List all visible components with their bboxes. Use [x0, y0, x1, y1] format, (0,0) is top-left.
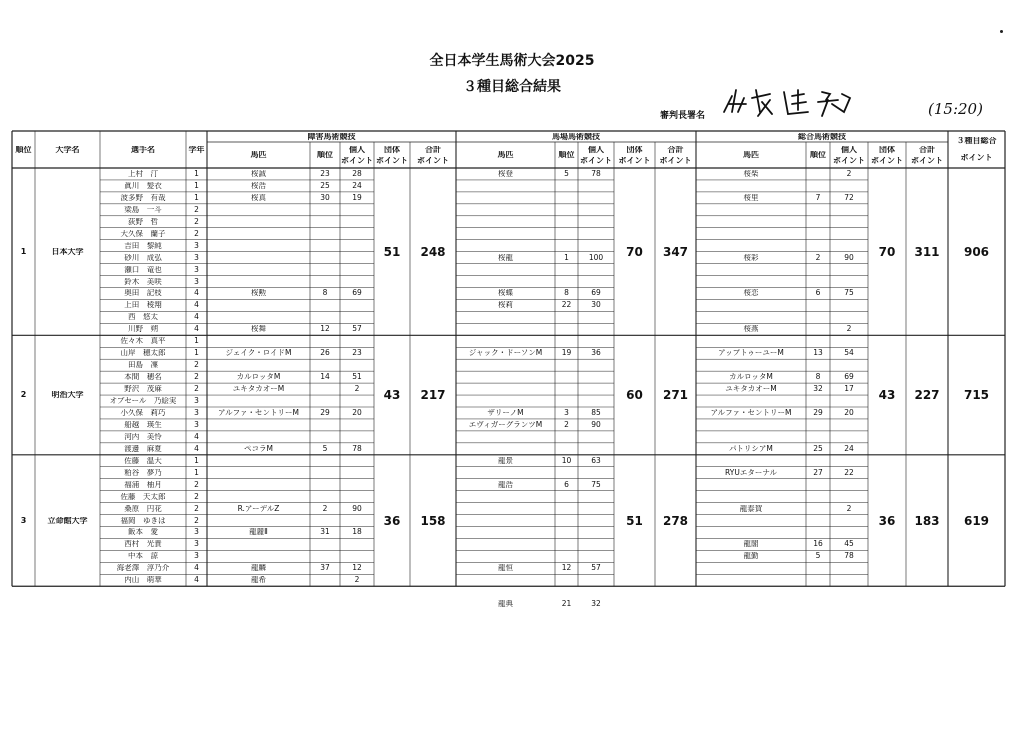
- individual-points: 90: [591, 420, 601, 429]
- header-horse: 馬匹: [497, 151, 514, 159]
- horse-name: ジャック・ドーソンM: [468, 349, 543, 358]
- horse-name: 桜登: [498, 169, 513, 178]
- rider-grade: 3: [194, 552, 199, 561]
- jumping-total-points: 158: [420, 514, 446, 528]
- rider-grade: 4: [194, 432, 199, 441]
- rider-grade: 4: [194, 444, 199, 453]
- rider-name: 上田 稜翔: [124, 301, 162, 310]
- horse-place: 25: [320, 181, 330, 190]
- horse-name: 龍恒: [498, 564, 513, 573]
- horse-place: 12: [561, 564, 572, 573]
- team-university: 立命館大学: [47, 516, 88, 525]
- horse-place: 19: [561, 349, 572, 358]
- dressage-team-points: 60: [626, 389, 643, 403]
- horse-place: 14: [320, 373, 330, 382]
- horse-name: ザリーノM: [487, 408, 524, 417]
- individual-points: 24: [844, 444, 854, 453]
- rider-name: 本間 穂名: [124, 373, 162, 382]
- rider-grade: 1: [194, 169, 199, 178]
- horse-place: 29: [320, 408, 330, 417]
- rider-name: 河内 美怜: [124, 432, 162, 441]
- individual-points: 32: [591, 600, 601, 609]
- rider-name: 福浦 柚月: [124, 480, 162, 489]
- horse-name: 桜舞: [251, 325, 266, 334]
- horse-name: 桜柴: [743, 169, 759, 178]
- horse-place: 16: [813, 540, 823, 549]
- horse-place: 8: [322, 289, 328, 298]
- horse-place: [806, 170, 830, 180]
- rider-name: 奥田 記枝: [124, 289, 162, 298]
- dressage-team-points: 70: [626, 245, 643, 259]
- rider-grade: 3: [194, 241, 199, 250]
- horse-place: 2: [815, 253, 821, 262]
- horse-place: 8: [564, 289, 569, 298]
- individual-points: 72: [844, 193, 854, 202]
- horse-name: 龍典: [498, 600, 513, 609]
- rider-name: 瀬口 竜也: [124, 265, 162, 274]
- rider-name: 飯本 愛: [128, 528, 158, 537]
- header-horse: 馬匹: [250, 151, 267, 159]
- rider-grade: 4: [194, 576, 199, 585]
- horse-place: 5: [815, 552, 821, 561]
- individual-points: 20: [844, 408, 854, 417]
- header-place: 順位: [317, 151, 333, 159]
- individual-points: 51: [352, 373, 362, 382]
- horse-name: R.アーデルZ: [237, 504, 280, 513]
- header-indiv-2: ポイント: [833, 156, 865, 165]
- rider-name: 梁島 一斗: [124, 205, 162, 214]
- header-university: 大学名: [55, 145, 80, 154]
- rider-name: 桑原 円花: [124, 504, 162, 513]
- header-indiv-1: 個人: [588, 145, 604, 154]
- jumping-team-points: 51: [383, 245, 401, 259]
- rider-grade: 3: [194, 540, 199, 549]
- rider-grade: 2: [194, 205, 199, 214]
- eventing-team-points: 36: [878, 514, 896, 528]
- rider-grade: 1: [194, 349, 199, 358]
- rider-name: 鈴木 美咲: [124, 277, 162, 286]
- horse-place: 10: [561, 456, 572, 465]
- rider-name: 佐々木 真平: [120, 337, 166, 346]
- horse-place: 32: [813, 385, 823, 394]
- jumping-total-points: 248: [420, 245, 446, 259]
- header-total-1: 合計: [667, 145, 684, 154]
- header-horse: 馬匹: [743, 151, 759, 159]
- horse-place: 5: [322, 444, 328, 453]
- grand-total-points: 619: [963, 514, 990, 528]
- horse-place: 3: [564, 408, 569, 417]
- horse-place: 25: [813, 444, 823, 453]
- individual-points: 36: [591, 349, 601, 358]
- rider-name: 上村 汀: [128, 169, 158, 178]
- header-team-2: ポイント: [618, 156, 651, 165]
- individual-points: 90: [844, 253, 854, 262]
- horse-name: 桜誠: [251, 169, 266, 178]
- horse-name: ジェイク・ロイドM: [225, 349, 292, 358]
- rider-grade: 1: [194, 456, 199, 465]
- horse-place: 12: [320, 325, 330, 334]
- rider-grade: 4: [194, 289, 199, 298]
- rider-grade: 3: [194, 528, 199, 537]
- horse-name: ユキタカオーM: [232, 385, 285, 394]
- horse-place: 26: [320, 349, 330, 358]
- header-team-1: 団体: [626, 145, 643, 154]
- horse-place: 1: [564, 253, 569, 262]
- horse-name: 龍閣: [743, 540, 759, 549]
- dressage-team-points: 51: [626, 514, 643, 528]
- rider-grade: 4: [194, 301, 199, 310]
- rider-grade: 2: [194, 480, 199, 489]
- rider-grade: 2: [194, 229, 199, 238]
- judge-signature-label: 審判長署名: [660, 111, 706, 121]
- individual-points: 30: [591, 301, 601, 310]
- rider-grade: 2: [194, 373, 199, 382]
- rider-name: 西村 光貴: [124, 540, 162, 549]
- horse-name: 桜勲: [251, 289, 266, 298]
- rider-name: 波多野 有哉: [120, 193, 166, 202]
- eventing-total-points: 183: [914, 514, 940, 528]
- judge-time: (15:20): [928, 100, 983, 118]
- rider-grade: 2: [194, 361, 199, 370]
- horse-name: 桜浩: [251, 181, 266, 190]
- horse-name: 龍勤: [743, 552, 759, 561]
- rider-grade: 3: [194, 420, 199, 429]
- rider-grade: 1: [194, 337, 199, 346]
- header-team-1: 団体: [879, 145, 895, 154]
- individual-points: 2: [354, 576, 360, 585]
- header-grand-2: ポイント: [960, 153, 993, 162]
- individual-points: 63: [591, 456, 601, 465]
- individual-points: 28: [352, 169, 362, 178]
- individual-points: 18: [352, 528, 362, 537]
- horse-place: 23: [320, 169, 330, 178]
- horse-name: 桜莉: [498, 301, 513, 310]
- horse-name: 桜燕: [743, 325, 759, 334]
- team-university: 明治大学: [51, 391, 84, 400]
- header-team-1: 団体: [384, 145, 400, 154]
- rider-grade: 3: [194, 408, 199, 417]
- grand-total-points: 906: [963, 245, 990, 259]
- rider-name: 西 悠太: [128, 313, 158, 322]
- rider-grade: 3: [194, 265, 199, 274]
- header-indiv-1: 個人: [841, 145, 857, 154]
- individual-points: 19: [352, 193, 362, 202]
- individual-points: 22: [844, 468, 854, 477]
- individual-points: 57: [591, 564, 601, 573]
- horse-place: [310, 385, 340, 395]
- individual-points: 24: [352, 181, 362, 190]
- horse-place: 29: [813, 408, 823, 417]
- individual-points: 45: [844, 540, 854, 549]
- horse-place: 13: [813, 349, 823, 358]
- header-indiv-1: 個人: [349, 145, 365, 154]
- rider-name: オブセール 乃絵実: [109, 397, 177, 406]
- rider-name: 山岸 穂太郎: [120, 349, 166, 358]
- rider-name: 佐藤 温大: [124, 456, 162, 465]
- header-eventing: 総合馬術競技: [798, 132, 846, 141]
- horse-name: RYUエターナル: [725, 468, 777, 477]
- horse-name: 龍浩: [498, 480, 513, 489]
- header-total-2: ポイント: [911, 156, 943, 165]
- rider-name: 野沢 茂麻: [124, 385, 162, 394]
- horse-place: 8: [815, 373, 821, 382]
- individual-points: 17: [844, 385, 854, 394]
- rider-name: 粕谷 夢乃: [124, 468, 162, 477]
- dressage-total-points: 278: [662, 514, 689, 528]
- rider-name: 砂川 成弘: [124, 253, 162, 262]
- individual-points: 78: [591, 169, 601, 178]
- rider-name: 荻野 哲: [128, 217, 158, 226]
- horse-name: ユキタカオーM: [725, 385, 777, 394]
- horse-name: 龍麟: [251, 564, 266, 573]
- horse-name: 龍泰賀: [739, 504, 763, 513]
- horse-place: 2: [564, 420, 569, 429]
- rider-grade: 3: [194, 253, 199, 262]
- rider-name: 吉田 黎純: [124, 241, 162, 250]
- team-rank: 3: [20, 516, 27, 525]
- individual-points: 78: [844, 552, 854, 561]
- eventing-team-points: 70: [878, 245, 896, 259]
- horse-name: アップトゥーユーM: [718, 349, 784, 358]
- horse-place: 6: [564, 480, 569, 489]
- rider-grade: 4: [194, 325, 199, 334]
- horse-name: アルファ・セントリーM: [217, 408, 300, 417]
- jumping-team-points: 43: [383, 389, 401, 403]
- horse-place: [806, 325, 830, 335]
- team-rank: 1: [20, 247, 27, 256]
- header-team-2: ポイント: [376, 156, 408, 165]
- document-title: 全日本学生馬術大会2025: [429, 53, 595, 69]
- rider-name: 中本 諒: [128, 552, 158, 561]
- rider-name: 眞川 髪衣: [124, 181, 162, 190]
- header-dressage: 馬場馬術競技: [552, 132, 600, 141]
- rider-grade: 4: [194, 313, 199, 322]
- individual-points: 2: [354, 385, 360, 394]
- header-rider: 選手名: [131, 145, 155, 154]
- header-grand-1: ３種目総合: [956, 137, 997, 146]
- header-indiv-2: ポイント: [341, 156, 373, 165]
- individual-points: 12: [352, 564, 362, 573]
- header-place: 順位: [810, 151, 826, 159]
- horse-name: 桜彩: [743, 253, 759, 262]
- rider-name: 田島 凜: [128, 361, 158, 370]
- dressage-total-points: 271: [662, 389, 689, 403]
- dressage-total-points: 347: [662, 245, 689, 259]
- header-place: 順位: [558, 151, 575, 159]
- horse-name: 桜恋: [743, 289, 759, 298]
- rider-grade: 2: [194, 504, 199, 513]
- individual-points: 2: [846, 325, 852, 334]
- horse-place: 7: [815, 193, 821, 202]
- horse-name: アルファ・セントリーM: [710, 408, 792, 417]
- individual-points: 69: [352, 289, 362, 298]
- horse-name: 桜里: [743, 193, 759, 202]
- header-rank: 順位: [15, 145, 32, 154]
- individual-points: 90: [352, 504, 362, 513]
- individual-points: 69: [591, 289, 601, 298]
- horse-name: カルロッタM: [729, 373, 773, 382]
- rider-name: 小久保 莉巧: [120, 408, 166, 417]
- horse-name: 桜真: [251, 193, 266, 202]
- horse-place: 22: [561, 301, 572, 310]
- rider-name: 川野 朔: [128, 325, 158, 334]
- rider-grade: 3: [194, 397, 199, 406]
- horse-place: [806, 505, 830, 515]
- eventing-total-points: 227: [914, 389, 940, 403]
- rider-name: 大久保 蘭子: [120, 229, 166, 238]
- horse-name: 桜蝶: [498, 289, 513, 298]
- rider-name: 船越 瑛生: [124, 420, 162, 429]
- header-jumping: 障害馬術競技: [307, 132, 356, 141]
- rider-grade: 2: [194, 516, 199, 525]
- jumping-total-points: 217: [420, 389, 446, 403]
- rider-grade: 1: [194, 181, 199, 190]
- jumping-team-points: 36: [383, 514, 401, 528]
- header-grade: 学年: [188, 145, 205, 154]
- individual-points: 23: [352, 349, 362, 358]
- rider-grade: 1: [194, 193, 199, 202]
- horse-name: パトリシアM: [729, 444, 773, 453]
- document-subtitle: ３種目総合結果: [463, 79, 561, 95]
- horse-place: 30: [320, 193, 330, 202]
- rider-grade: 4: [194, 564, 199, 573]
- horse-name: 桜龍: [498, 253, 513, 262]
- rider-grade: 2: [194, 385, 199, 394]
- header-total-1: 合計: [425, 145, 441, 154]
- horse-place: 37: [320, 564, 330, 573]
- individual-points: 75: [591, 480, 601, 489]
- horse-name: 龍景: [498, 456, 513, 465]
- individual-points: 78: [352, 444, 362, 453]
- horse-name: ペコラM: [244, 444, 273, 453]
- individual-points: 20: [352, 408, 362, 417]
- rider-grade: 2: [194, 492, 199, 501]
- rider-name: 佐藤 天太郎: [120, 492, 166, 501]
- grand-total-points: 715: [963, 389, 990, 403]
- individual-points: 69: [844, 373, 854, 382]
- horse-place: 27: [813, 468, 823, 477]
- horse-place: 6: [815, 289, 821, 298]
- horse-place: 2: [322, 504, 328, 513]
- rider-name: 内山 萌華: [124, 576, 162, 585]
- individual-points: 75: [844, 289, 854, 298]
- individual-points: 54: [844, 349, 854, 358]
- header-total-2: ポイント: [417, 156, 449, 165]
- horse-place: 21: [561, 600, 572, 609]
- horse-place: 31: [320, 528, 330, 537]
- rider-name: 海老澤 淳乃介: [116, 564, 170, 573]
- rider-grade: 2: [194, 217, 199, 226]
- team-university: 日本大学: [51, 247, 84, 256]
- individual-points: 2: [846, 504, 852, 513]
- header-indiv-2: ポイント: [580, 156, 612, 165]
- rider-name: 渡邊 麻夏: [124, 444, 162, 453]
- header-team-2: ポイント: [871, 156, 903, 165]
- horse-name: エヴィガーグランツM: [468, 420, 543, 429]
- horse-name: 龍麗Ⅱ: [249, 528, 268, 537]
- header-total-2: ポイント: [659, 156, 692, 165]
- individual-points: 57: [352, 325, 362, 334]
- team-rank: 2: [20, 391, 27, 400]
- horse-name: 龍希: [251, 576, 266, 585]
- horse-place: 5: [564, 169, 569, 178]
- individual-points: 100: [588, 253, 604, 262]
- horse-name: カルロッタM: [236, 373, 281, 382]
- eventing-total-points: 311: [914, 245, 940, 259]
- header-total-1: 合計: [919, 145, 935, 154]
- horse-place: [310, 576, 340, 586]
- rider-grade: 1: [194, 468, 199, 477]
- individual-points: 85: [591, 408, 601, 417]
- rider-grade: 3: [194, 277, 199, 286]
- individual-points: 2: [846, 169, 852, 178]
- rider-name: 福岡 ゆきは: [120, 516, 166, 525]
- eventing-team-points: 43: [878, 389, 896, 403]
